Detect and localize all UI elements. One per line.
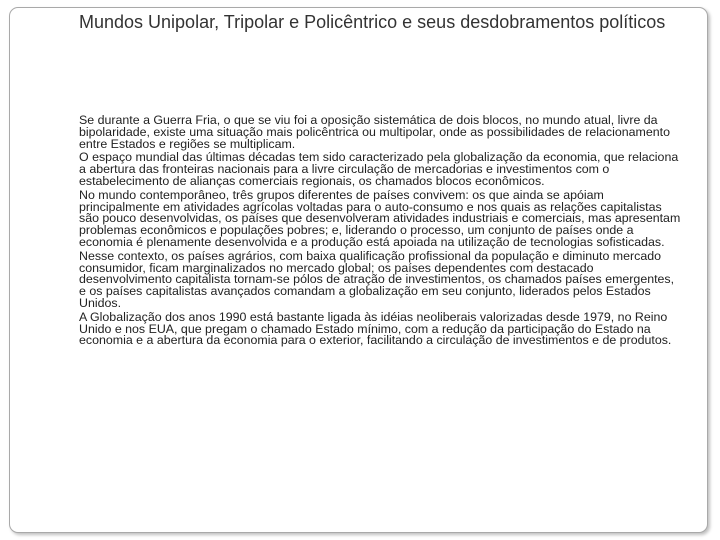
- slide-title: Mundos Unipolar, Tripolar e Policêntrico e seus desdobramentos políticos: [79, 12, 666, 32]
- paragraph-neoliberal: A Globalização dos anos 1990 está bastante ligada às idéias neoliberais valorizadas desde 1979, no Reino Unido e nos EUA, que pregam o chamado Estado mínimo, com a redução da participação do Estado na economia e a abertura da economia para o exterior, facilitando a circulação de investimentos e de produtos.: [79, 309, 672, 348]
- slide-body: [79, 115, 683, 349]
- paragraph-globalization: O espaço mundial das últimas décadas tem sido caracterizado pela globalização da economia, que relaciona a abertura das fronteiras nacionais para a livre circulação de mercadorias e investimentos com o estabelecimento de alianças comerciais regionais, os chamados blocos econômicos.: [79, 150, 679, 188]
- paragraph-cold-war: Se durante a Guerra Fria, o que se viu foi a oposição sistemática de dois blocos, no mundo atual, livre da bipolaridade, existe uma situação mais policêntrica ou multipolar, onde as possibilidades de relacionamento entre Estados e regiões se multiplicam.: [79, 113, 670, 151]
- paragraph-context: Nesse contexto, os países agrários, com baixa qualificação profissional da população e diminuto mercado consumidor, ficam marginalizados no mercado global; os países dependentes com destacado desenvolvimento capitalista tornam-se pólos de atração de investimentos, os chamados países emergentes, e os países capitalistas avançados comandam a globalização em seu conjunto, liderados pelos Estados Unidos.: [79, 248, 675, 310]
- paragraph-country-groups: No mundo contemporâneo, três grupos diferentes de países convivem: os que ainda se apóiam principalmente em atividades agrícolas voltadas para o auto-consumo e nos quais as relações capitalistas são pouco desenvolvidas, os países que desenvolveram atividades industriais e comerciais, mas apresentam problemas econômicos e populações pobres; e, liderando o processo, um conjunto de países onde a economia é plenamente desenvolvida e a produção está apoiada na utilização de tecnologias sofisticadas.: [79, 187, 681, 249]
